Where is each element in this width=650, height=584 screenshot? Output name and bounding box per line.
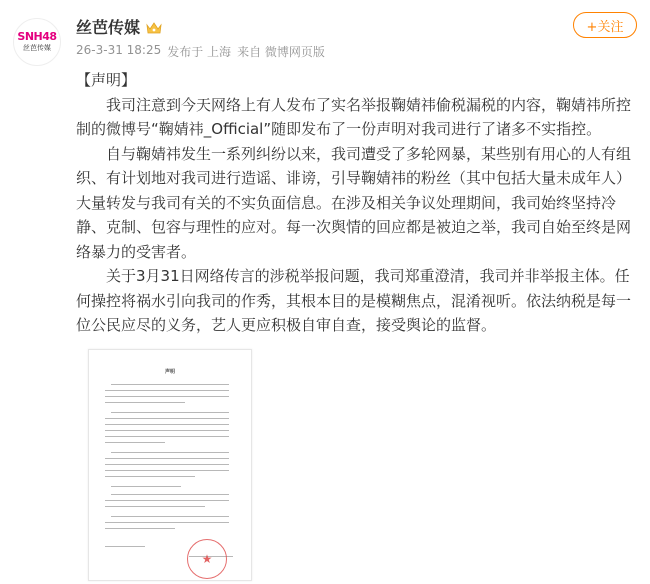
doc-text-line xyxy=(111,384,229,385)
seal-stamp-icon: ★ xyxy=(187,539,227,579)
post-paragraph: 我司注意到今天网络上有人发布了实名举报鞠婧祎偷税漏税的内容，鞠婧祎所控制的微博号“鞠婧祎_Official”随即发布了一份声明对我司进行了诸多不实指控。 xyxy=(76,95,632,138)
doc-text-line xyxy=(105,506,205,507)
post-paragraph: 自与鞠婧祎发生一系列纠纷以来，我司遭受了多轮网暴，某些别有用心的人有组织、有计划地对我司进行造谣、诽谤，引导鞠婧祎的粉丝（其中包括大量未成年人）大量转发与我司有关的不实负面信息。在涉及相关争议处理期间，我司始终坚持冷静、克制、包容与理性的应对。每一次舆情的回应都是被迫之举，我司自始至终是网络暴力的受害者。 xyxy=(76,144,632,261)
attachment-image[interactable] xyxy=(88,349,252,581)
doc-text-line xyxy=(105,470,229,471)
post-source: 来自 微博网页版 xyxy=(237,45,325,59)
doc-text-line xyxy=(111,494,229,495)
doc-text-line xyxy=(105,430,229,431)
user-header xyxy=(76,15,163,38)
crown-icon xyxy=(145,20,163,34)
doc-text-line xyxy=(105,402,185,403)
doc-text-line xyxy=(111,452,229,453)
doc-text-line xyxy=(105,436,229,437)
avatar-logo-subtext: 丝芭传媒 xyxy=(23,44,51,52)
doc-text-line xyxy=(105,390,229,391)
post-heading: 【声明】 xyxy=(76,71,137,89)
doc-text-line xyxy=(105,442,165,443)
doc-text-line xyxy=(111,486,181,487)
doc-text-line xyxy=(105,546,145,547)
post-location: 发布于 上海 xyxy=(167,45,232,59)
doc-text-line xyxy=(111,412,229,413)
post-time[interactable]: 26-3-31 18:25 xyxy=(76,43,162,57)
doc-text-line xyxy=(105,464,229,465)
avatar-logo-text: SNH48 xyxy=(17,30,57,43)
attachment-title: 声明 xyxy=(164,369,175,375)
username[interactable]: 丝芭传媒 xyxy=(76,18,141,37)
doc-text-line xyxy=(105,424,229,425)
doc-text-line xyxy=(105,528,175,529)
doc-text-line xyxy=(105,396,229,397)
follow-button[interactable]: +关注 xyxy=(573,12,637,38)
doc-text-line xyxy=(111,516,229,517)
post-content xyxy=(76,68,642,338)
doc-text-line xyxy=(105,418,229,419)
avatar[interactable] xyxy=(13,18,61,66)
post-paragraph: 关于3月31日网络传言的涉税举报问题，我司郑重澄清，我司并非举报主体。任何操控将祸水引向我司的作秀，其根本目的是模糊焦点，混淆视听。依法纳税是每一位公民应尽的义务，艺人更应积极自审自查，接受舆论的监督。 xyxy=(76,267,632,334)
post-meta xyxy=(76,43,325,60)
doc-text-line xyxy=(105,476,195,477)
doc-text-line xyxy=(105,500,229,501)
doc-text-line xyxy=(105,522,229,523)
doc-text-line xyxy=(105,458,229,459)
